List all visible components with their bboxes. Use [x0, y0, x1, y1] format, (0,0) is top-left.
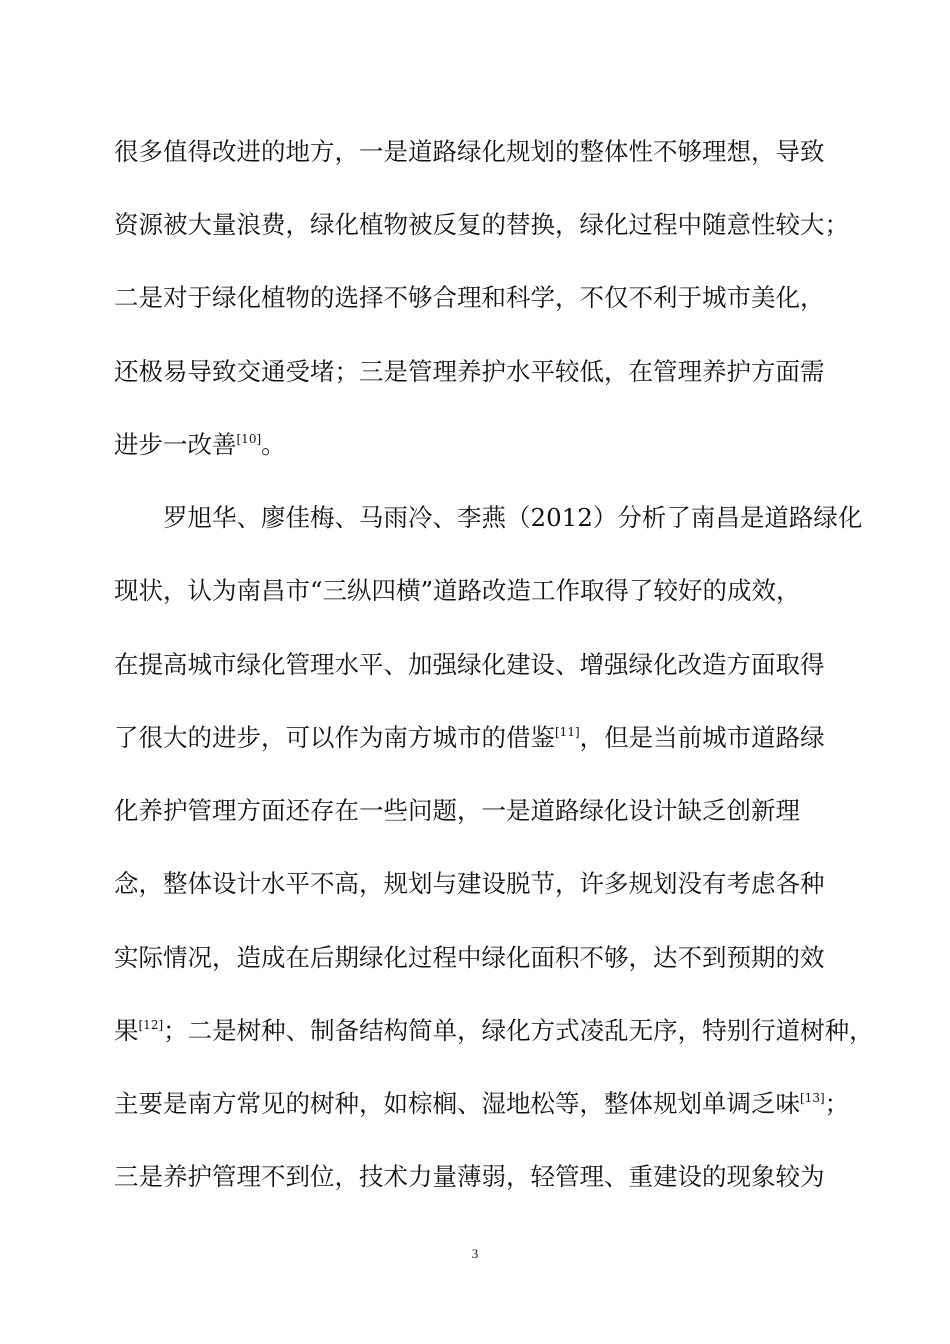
- citation-reference: [10]: [236, 432, 262, 446]
- text-segment: 进步一改善: [114, 430, 237, 459]
- page-number: 3: [471, 1246, 479, 1261]
- text-line: 在提高城市绿化管理水平、加强绿化建设、增强绿化改造方面取得: [114, 650, 825, 679]
- text-line: 还极易导致交通受堵；三是管理养护水平较低，在管理养护方面需: [114, 357, 825, 386]
- text-line: 念，整体设计水平不高，规划与建设脱节，许多规划没有考虑各种: [114, 869, 825, 898]
- text-segment: 果: [114, 1016, 139, 1045]
- text-line: [114, 1088, 850, 1120]
- text-line: 现状，认为南昌市“三纵四横”道路改造工作取得了较好的成效，: [114, 576, 801, 605]
- text-line: 二是对于绿化植物的选择不够合理和科学，不仅不利于城市美化，: [114, 283, 825, 312]
- citation-reference: [12]: [138, 1018, 164, 1032]
- text-line: [114, 429, 836, 461]
- citation-reference: [13]: [800, 1091, 825, 1105]
- text-segment: ；: [824, 1089, 850, 1118]
- text-segment: 主要是南方常见的树种，如棕榈、湿地松等，整体规划单调乏味: [114, 1089, 800, 1118]
- text-line: 很多值得改进的地方，一是道路绿化规划的整体性不够理想，导致: [114, 137, 825, 166]
- text-line: 资源被大量浪费，绿化植物被反复的替换，绿化过程中随意性较大；: [114, 210, 849, 239]
- text-segment: 。: [261, 430, 286, 459]
- text-line: 实际情况，造成在后期绿化过程中绿化面积不够，达不到预期的效: [114, 943, 825, 972]
- text-segment: ，但是当前城市道路绿: [579, 723, 825, 752]
- text-line: 化养护管理方面还存在一些问题，一是道路绿化设计缺乏创新理: [114, 796, 800, 825]
- text-line: [114, 722, 836, 754]
- text-segment: 了很大的进步，可以作为南方城市的借鉴: [114, 723, 555, 752]
- text-line: 三是养护管理不到位，技术力量薄弱，轻管理、重建设的现象较为: [114, 1162, 825, 1191]
- text-segment: ；二是树种、制备结构简单，绿化方式凌乱无序，特别行道树种，: [163, 1016, 874, 1045]
- citation-reference: [11]: [555, 725, 580, 739]
- text-line: [114, 1015, 874, 1047]
- text-line: 罗旭华、廖佳梅、马雨冷、李燕（2012）分析了南昌是道路绿化: [163, 503, 863, 532]
